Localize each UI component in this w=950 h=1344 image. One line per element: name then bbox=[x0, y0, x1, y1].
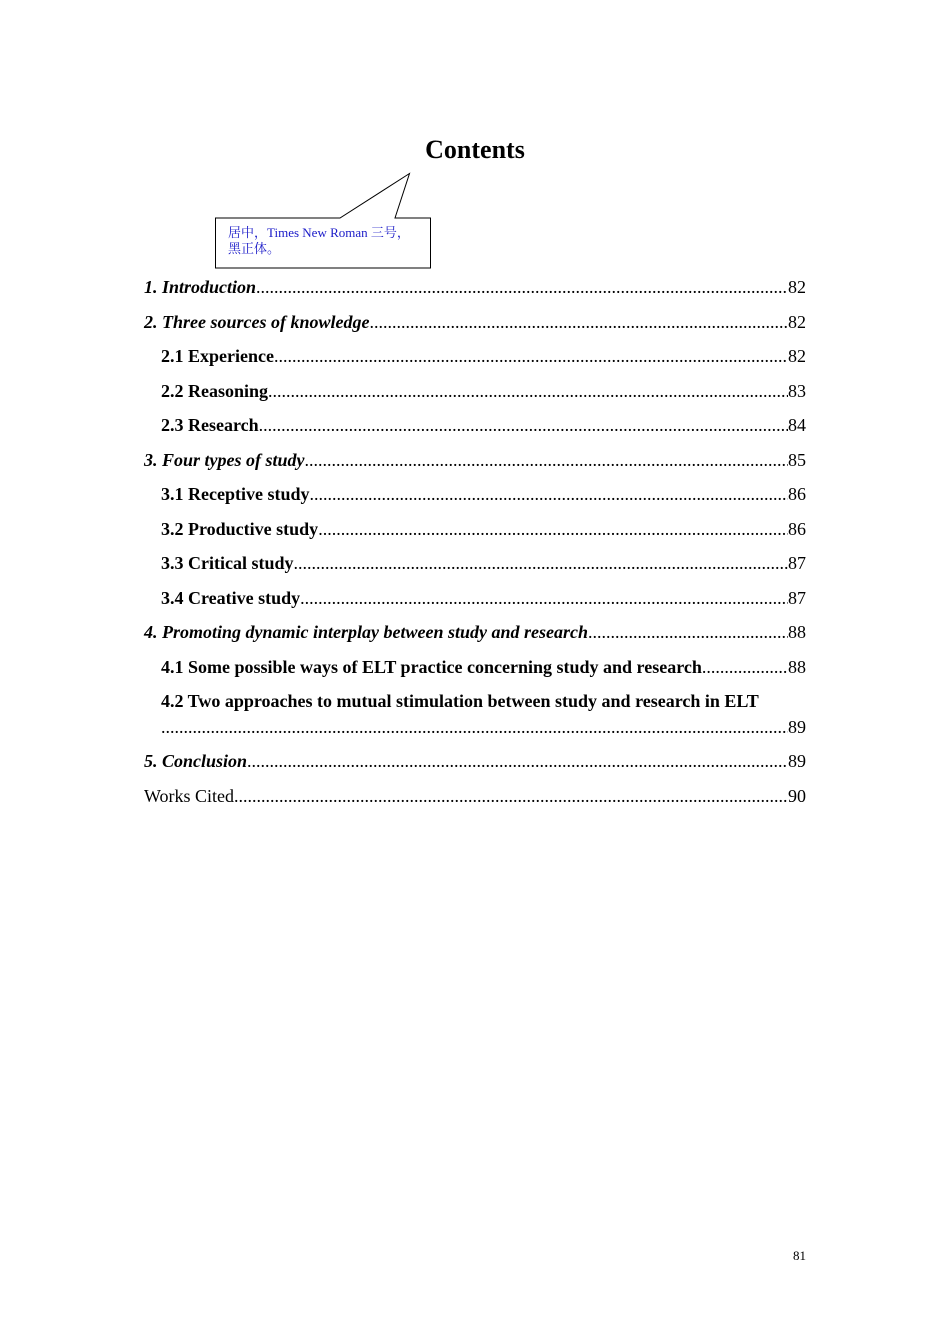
toc-entry-page: 90 bbox=[788, 785, 806, 806]
toc-entry-works-cited[interactable] bbox=[144, 783, 806, 818]
toc-entry-creative-study[interactable] bbox=[144, 585, 806, 620]
toc-entry-page: 82 bbox=[788, 346, 806, 366]
toc-entry-page: 82 bbox=[788, 311, 806, 332]
toc-entry-page: 89 bbox=[788, 751, 806, 771]
dot-leader bbox=[588, 619, 788, 645]
toc-entry-page: 83 bbox=[788, 380, 806, 401]
toc-entry-productive-study[interactable] bbox=[144, 516, 806, 551]
dot-leader bbox=[274, 343, 788, 369]
toc-entry-page: 87 bbox=[788, 553, 806, 573]
toc-entry-research[interactable] bbox=[144, 412, 806, 447]
page-title: Contents bbox=[425, 135, 525, 164]
toc-entry-four-types[interactable] bbox=[144, 447, 806, 482]
callout-line: 居中，Times New Roman 三号， bbox=[228, 225, 410, 240]
callout-line: 黑正体。 bbox=[228, 241, 281, 256]
dot-leader bbox=[259, 412, 788, 438]
dot-leader bbox=[268, 378, 788, 404]
toc-entry-label: 2. Three sources of knowledge bbox=[144, 311, 370, 332]
dot-leader bbox=[309, 481, 788, 507]
toc-entry-conclusion[interactable] bbox=[144, 748, 806, 783]
dot-leader bbox=[318, 516, 788, 542]
toc-entry-label: 1. Introduction bbox=[144, 277, 257, 297]
toc-entry-label: 3. Four types of study bbox=[144, 449, 305, 470]
toc-entry-two-approaches[interactable] bbox=[144, 688, 806, 748]
dot-leader bbox=[369, 309, 788, 335]
table-of-contents bbox=[144, 274, 806, 817]
toc-entry-label: 4. Promoting dynamic interplay between study and research bbox=[144, 622, 588, 642]
toc-entry-experience[interactable] bbox=[144, 343, 806, 378]
toc-entry-page: 86 bbox=[788, 484, 806, 504]
toc-entry-label: 4.1 Some possible ways of ELT practice concerning study and research bbox=[161, 656, 702, 677]
dot-leader bbox=[305, 447, 788, 473]
toc-entry-label: Works Cited bbox=[144, 785, 235, 806]
dot-leader bbox=[300, 585, 788, 611]
dot-leader bbox=[256, 274, 788, 300]
toc-entry-introduction[interactable] bbox=[144, 274, 806, 309]
toc-entry-page: 87 bbox=[788, 587, 806, 608]
toc-entry-label: 4.2 Two approaches to mutual stimulation between study and research in ELT bbox=[161, 691, 759, 711]
callout-note bbox=[228, 225, 428, 257]
toc-entry-label: 3.1 Receptive study bbox=[161, 484, 310, 504]
toc-entry-page: 88 bbox=[788, 656, 806, 677]
dot-leader bbox=[161, 714, 788, 740]
toc-entry-page: 85 bbox=[788, 449, 806, 470]
page-number: 81 bbox=[793, 1248, 806, 1263]
toc-entry-page: 88 bbox=[788, 622, 806, 642]
dot-leader bbox=[247, 748, 788, 774]
toc-entry-label: 2.1 Experience bbox=[161, 346, 274, 366]
toc-entry-promoting-interplay[interactable] bbox=[144, 619, 806, 654]
toc-entry-possible-ways[interactable] bbox=[144, 654, 806, 689]
toc-entry-label: 3.3 Critical study bbox=[161, 553, 294, 573]
dot-leader bbox=[234, 783, 788, 809]
toc-entry-critical-study[interactable] bbox=[144, 550, 806, 585]
toc-entry-label: 5. Conclusion bbox=[144, 751, 248, 771]
toc-entry-receptive-study[interactable] bbox=[144, 481, 806, 516]
toc-entry-reasoning[interactable] bbox=[144, 378, 806, 413]
toc-entry-three-sources[interactable] bbox=[144, 309, 806, 344]
toc-entry-page: 82 bbox=[788, 277, 806, 297]
toc-entry-label: 2.2 Reasoning bbox=[161, 380, 269, 401]
dot-leader bbox=[702, 654, 788, 680]
toc-entry-page: 84 bbox=[788, 415, 806, 435]
toc-entry-label: 2.3 Research bbox=[161, 415, 259, 435]
toc-entry-page: 89 bbox=[788, 717, 806, 737]
toc-entry-label: 3.4 Creative study bbox=[161, 587, 301, 608]
dot-leader bbox=[294, 550, 789, 576]
toc-entry-label: 3.2 Productive study bbox=[161, 518, 319, 539]
toc-entry-page: 86 bbox=[788, 518, 806, 539]
